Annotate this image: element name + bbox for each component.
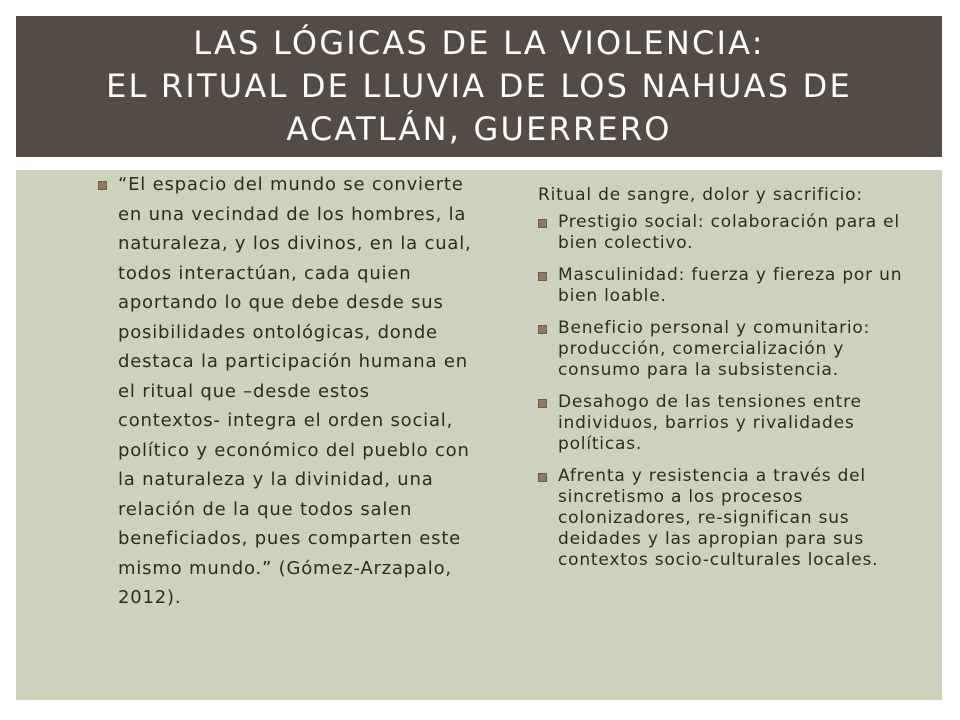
title-line-2: EL RITUAL DE LLUVIA DE LOS NAHUAS DE <box>106 67 852 105</box>
list-item-text: Masculinidad: fuerza y fiereza por un bien loable. <box>558 265 903 306</box>
square-bullet-icon <box>538 325 547 334</box>
list-item-text: Afrenta y resistencia a través del sincretismo a los procesos colonizadores, re-significan sus deidades y las apropian para sus contextos socio-culturales locales. <box>558 466 879 570</box>
quote-item <box>98 170 478 613</box>
square-bullet-icon <box>538 219 547 228</box>
list-item-text: Prestigio social: colaboración para el bien colectivo. <box>558 212 900 253</box>
title-banner <box>16 16 942 157</box>
right-intro: Ritual de sangre, dolor y sacrificio: <box>538 185 863 205</box>
list-item <box>538 392 908 455</box>
title-line-3: ACATLÁN, GUERRERO <box>286 110 672 148</box>
list-item-text: Desahogo de las tensiones entre individuos, barrios y rivalidades políticas. <box>558 392 862 454</box>
right-column <box>538 185 908 582</box>
list-item <box>538 265 908 307</box>
square-bullet-icon <box>538 272 547 281</box>
list-item-text: Beneficio personal y comunitario: producción, comercialización y consumo para la subsistencia. <box>558 318 871 380</box>
square-bullet-icon <box>538 399 547 408</box>
quote-text: “El espacio del mundo se convierte en una vecindad de los hombres, la naturaleza, y los divinos, en la cual, todos interactúan, cada quien aportando lo que debe desde sus posibilidades ontológicas, donde destaca la participación humana en el ritual que –desde estos contextos- integra el orden social, político y económico del pueblo con la naturaleza y la divinidad, una relación de la que todos salen beneficiados, pues comparten este mismo mundo.” (Gómez-Arzapalo, 2012). <box>118 174 472 608</box>
square-bullet-icon <box>538 473 547 482</box>
list-item <box>538 212 908 254</box>
title-line-1: LAS LÓGICAS DE LA VIOLENCIA: <box>193 24 765 62</box>
list-item <box>538 318 908 381</box>
left-column <box>98 170 478 613</box>
square-bullet-icon <box>98 181 107 190</box>
list-item <box>538 466 908 571</box>
